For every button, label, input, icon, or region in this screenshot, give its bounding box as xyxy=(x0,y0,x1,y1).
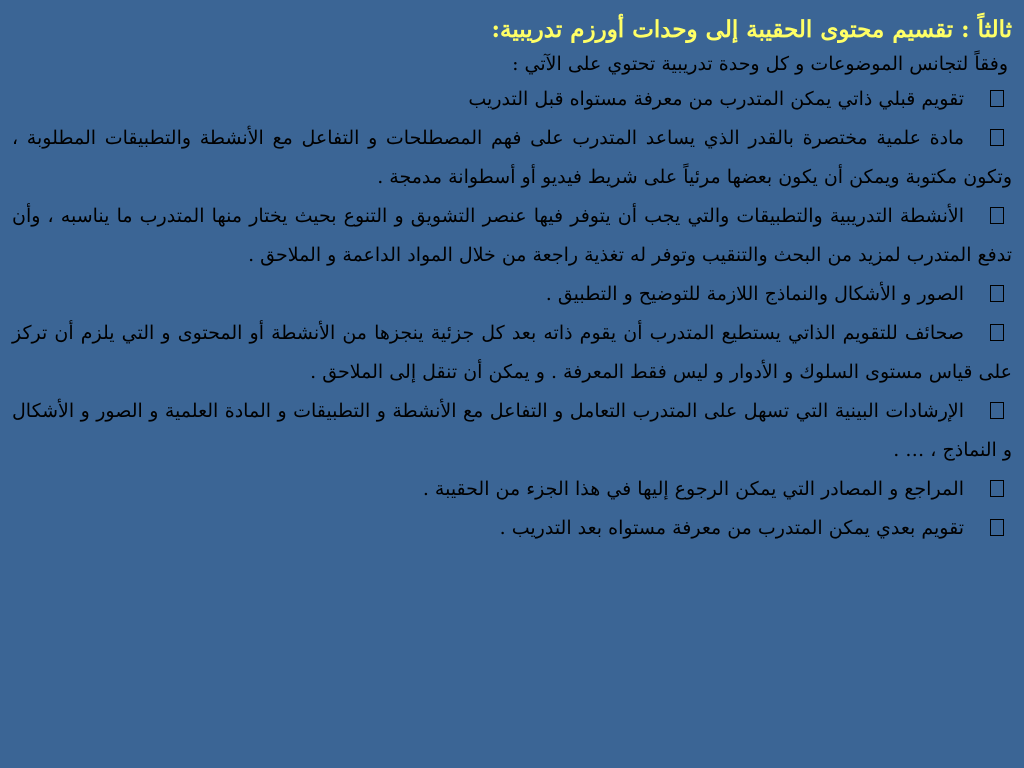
checkbox-bullet-icon xyxy=(990,90,1004,107)
checkbox-bullet-icon xyxy=(990,519,1004,536)
list-item-text: تقويم قبلي ذاتي يمكن المتدرب من معرفة مستواه قبل التدريب xyxy=(468,88,964,110)
checkbox-bullet-icon xyxy=(990,402,1004,419)
list-item-text: مادة علمية مختصرة بالقدر الذي يساعد المتدرب على فهم المصطلحات و التفاعل مع الأنشطة والتطبيقات المطلوبة ، وتكون مكتوبة ويمكن أن يكون بعضها مرئياً على شريط فيديو أو أسطوانة مدمجة . xyxy=(12,127,1012,188)
list-item-text: الأنشطة التدريبية والتطبيقات والتي يجب أن يتوفر فيها عنصر التشويق و التنوع بحيث يختار منها المتدرب ما يناسبه ، وأن تدفع المتدرب لمزيد من البحث والتنقيب وتوفر له تغذية راجعة من خلال المواد الداعمة و الملاحق . xyxy=(12,205,1012,266)
list-item xyxy=(12,470,1012,509)
checkbox-bullet-icon xyxy=(990,324,1004,341)
intro-text: وفقاً لتجانس الموضوعات و كل وحدة تدريبية تحتوي على الآتي : xyxy=(512,53,1008,75)
list-item xyxy=(12,80,1012,119)
checkbox-bullet-icon xyxy=(990,207,1004,224)
list-item xyxy=(12,509,1012,548)
checkbox-bullet-icon xyxy=(990,285,1004,302)
list-item-text: تقويم بعدي يمكن المتدرب من معرفة مستواه بعد التدريب . xyxy=(499,517,964,539)
list-item-text: الإرشادات البينية التي تسهل على المتدرب التعامل و التفاعل مع الأنشطة و التطبيقات و المادة العلمية و الصور و الأشكال و النماذج ، … . xyxy=(12,400,1012,461)
list-item xyxy=(12,197,1012,275)
slide-title: ثالثاً : تقسيم محتوى الحقيبة إلى وحدات أورزم تدريبية: xyxy=(491,16,1012,43)
list-item xyxy=(12,314,1012,392)
list-item xyxy=(12,275,1012,314)
checkbox-bullet-icon xyxy=(990,129,1004,146)
list-item-text: الصور و الأشكال والنماذج اللازمة للتوضيح و التطبيق . xyxy=(545,283,964,305)
content-list xyxy=(12,80,1012,548)
list-item xyxy=(12,119,1012,197)
checkbox-bullet-icon xyxy=(990,480,1004,497)
list-item xyxy=(12,392,1012,470)
list-item-text: صحائف للتقويم الذاتي يستطيع المتدرب أن يقوم ذاته بعد كل جزئية ينجزها من الأنشطة أو المحتوى و التي يلزم أن تركز على قياس مستوى السلوك و الأدوار و ليس فقط المعرفة . و يمكن أن تنقل إلى الملاحق . xyxy=(12,322,1012,383)
list-item-text: المراجع و المصادر التي يمكن الرجوع إليها في هذا الجزء من الحقيبة . xyxy=(422,478,964,500)
